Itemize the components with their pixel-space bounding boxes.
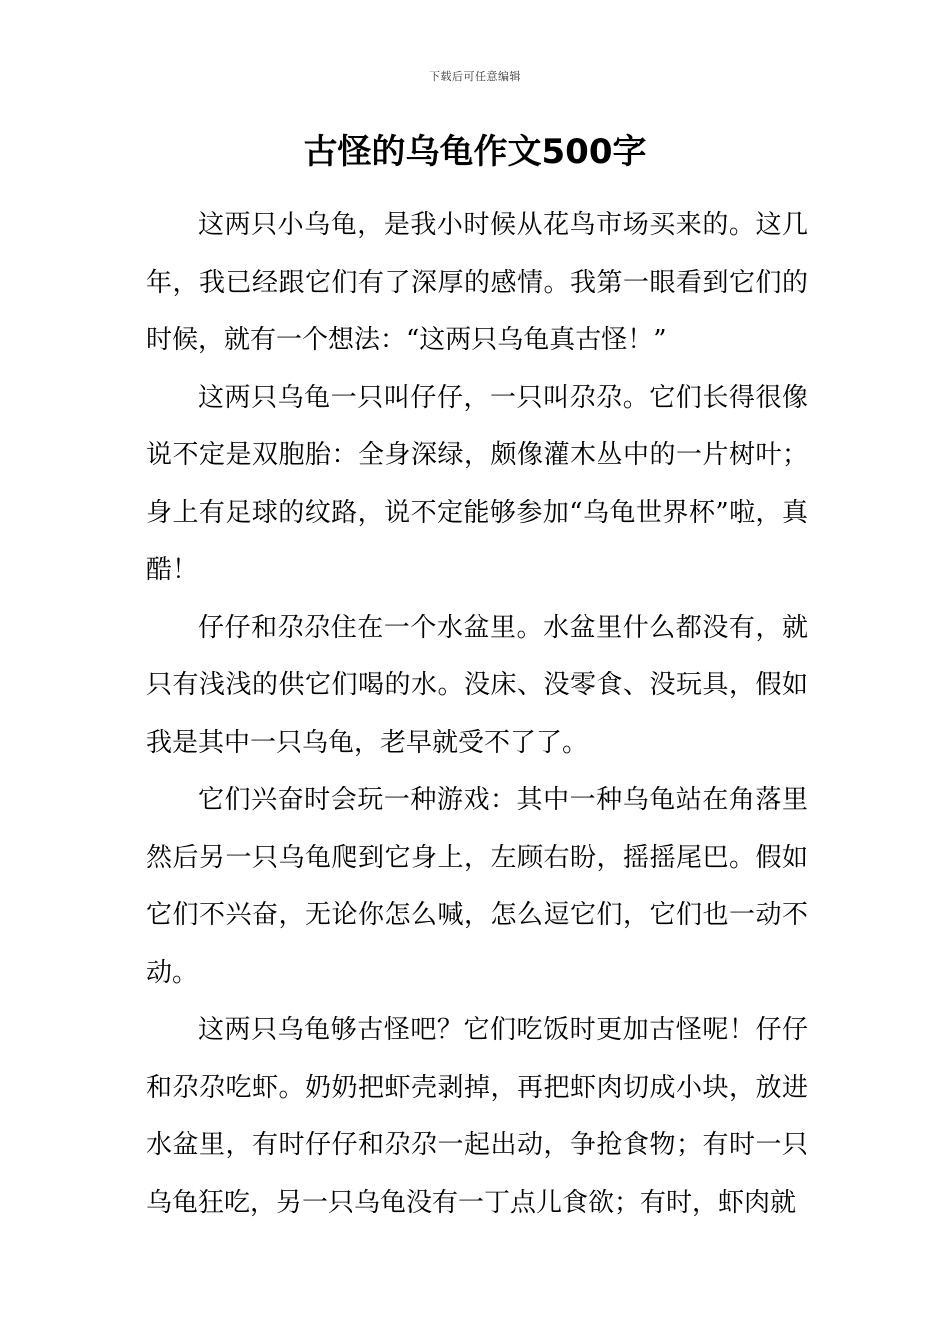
header-note: 下载后可任意编辑 — [429, 70, 521, 83]
paragraph-1: 这两只小乌龟，是我小时候从花鸟市场买来的。这几年，我已经跟它们有了深厚的感情。我第一眼看到它们的时候，就有一个想法：“这两只乌龟真古怪！” — [146, 210, 808, 355]
document-title: 古怪的乌龟作文500字 — [303, 132, 647, 172]
paragraph-2: 这两只乌龟一只叫仔仔，一只叫尕尕。它们长得很像说不定是双胞胎：全身深绿，颇像灌木丛中的一片树叶；身上有足球的纹路，说不定能够参加“乌龟世界杯”啦，真酷！ — [146, 382, 808, 585]
paragraph-3: 仔仔和尕尕住在一个水盆里。水盆里什么都没有，就只有浅浅的供它们喝的水。没床、没零食、没玩具，假如我是其中一只乌龟，老早就受不了了。 — [146, 612, 808, 758]
paragraph-4: 它们兴奋时会玩一种游戏：其中一种乌龟站在角落里然后另一只乌龟爬到它身上，左顾右盼，摇摇尾巴。假如它们不兴奋，无论你怎么喊，怎么逗它们，它们也一动不动。 — [146, 785, 808, 988]
document-body — [146, 197, 808, 1232]
paragraph-5: 这两只乌龟够古怪吧？它们吃饭时更加古怪呢！仔仔和尕尕吃虾。奶奶把虾壳剥掉，再把虾肉切成小块，放进水盆里，有时仔仔和尕尕一起出动，争抢食物；有时一只乌龟狂吃，另一只乌龟没有一丁点儿食欲；有时，虾肉就 — [146, 1015, 808, 1218]
